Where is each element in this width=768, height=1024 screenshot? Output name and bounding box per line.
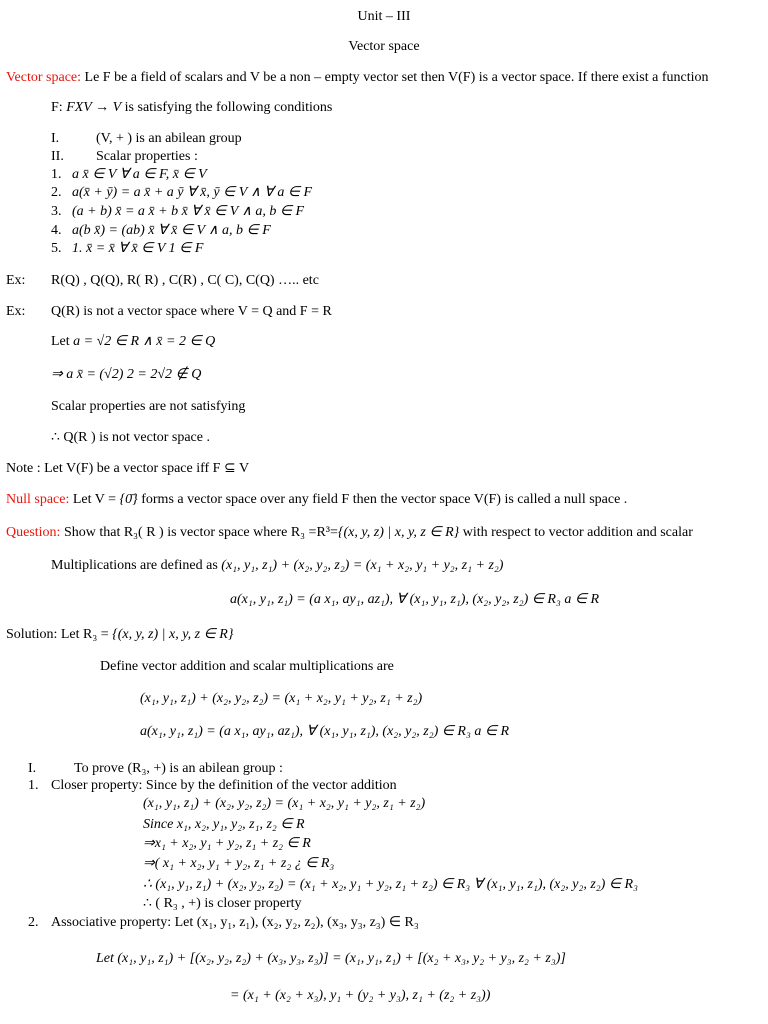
unit-heading: Unit – III	[357, 9, 411, 24]
note-line: Note : Let V(F) be a vector space iff F ⊆ V	[6, 461, 250, 476]
solution-line	[6, 626, 233, 643]
function-suffix: is satisfying the following conditions	[124, 100, 333, 115]
closure-text: Closer property: Since by the definition of the vector addition	[51, 778, 397, 793]
function-math: FXV → V	[66, 100, 122, 115]
scalar-item-5-num: 5.	[51, 241, 62, 256]
question-label: Question:	[6, 525, 61, 540]
question-set-math: {(x, y, z) | x, y, z ∈ R}	[337, 525, 460, 540]
question-add-math: (x₁, y₁, z₁) + (x₂, y₂, z₂) = (x₁ + x₂, y₁ + y₂, z₁ + z₂)	[221, 558, 504, 573]
closure-line-3: ⇒x₁ + x₂, y₁ + y₂, z₁ + z₂ ∈ R	[143, 836, 311, 851]
subject-heading: Vector space	[348, 39, 420, 54]
definition-line	[6, 69, 709, 86]
scalar-item-2-math: a(x̄ + ȳ) = a x̄ + a ȳ ∀ x̄, ȳ ∈ V ∧ ∀ a ∈ F	[72, 185, 313, 200]
step-roman-num: I.	[28, 761, 37, 776]
define-line: Define vector addition and scalar multiplications are	[100, 659, 394, 674]
closure-num: 1.	[28, 778, 39, 793]
let-math: a = √2 ∈ R ∧ x̄ = 2 ∈ Q	[73, 334, 216, 349]
let-prefix: Let	[51, 334, 70, 349]
example-1-label: Ex:	[6, 273, 26, 288]
step-roman-text: To prove (R₃, +) is an abilean group :	[74, 761, 283, 776]
associative-let-line: Let (x₁, y₁, z₁) + [(x₂, y₂, z₂) + (x₃, y₃, z₃)] = (x₁, y₁, z₁) + [(x₂ + x₃, y₂ + y₃, z₂ + z₃)]	[96, 951, 566, 966]
null-space-text-a: Let V =	[72, 492, 120, 507]
multiplications-prefix: Multiplications are defined as	[51, 558, 218, 573]
solution-prefix: Solution: Let R₃ =	[6, 627, 113, 642]
let-line	[51, 333, 215, 350]
roman-item-1-text: (V, + ) is an abilean group	[96, 131, 242, 146]
vector-space-label: Vector space:	[6, 70, 82, 85]
scalar-item-4-math: a(b x̄) = (ab) x̄ ∀ x̄ ∈ V ∧ a, b ∈ F	[72, 223, 271, 238]
null-space-text-b: forms a vector space over any field F then the vector space V(F) is called a null space .	[137, 492, 628, 507]
scalar-item-5-math: 1. x̄ = x̄ ∀ x̄ ∈ V 1 ∈ F	[72, 241, 204, 256]
multiplications-line	[51, 557, 503, 574]
roman-item-2-text: Scalar properties :	[96, 149, 198, 164]
question-text-b: with respect to vector addition and scalar	[462, 525, 693, 540]
example-2-label: Ex:	[6, 304, 26, 319]
solution-set-math: {(x, y, z) | x, y, z ∈ R}	[112, 627, 234, 642]
associative-text: Associative property: Let (x₁, y₁, z₁), (x₂, y₂, z₂), (x₃, y₃, z₃) ∈ R₃	[51, 915, 419, 930]
scalar-item-3-num: 3.	[51, 204, 62, 219]
scalar-fail-line: Scalar properties are not satisfying	[51, 399, 246, 414]
question-scalar-math: a(x₁, y₁, z₁) = (a x₁, ay₁, az₁), ∀ (x₁, y₁, z₁), (x₂, y₂, z₂) ∈ R₃ a ∈ R	[230, 592, 600, 607]
definition-text: Le F be a field of scalars and V be a non – empty vector set then V(F) is a vector space. If there exist a function	[84, 70, 709, 85]
scalar-item-1-math: a x̄ ∈ V ∀ a ∈ F, x̄ ∈ V	[72, 167, 207, 182]
scalar-item-4-num: 4.	[51, 223, 62, 238]
null-space-line	[6, 491, 627, 508]
roman-item-2-num: II.	[51, 149, 64, 164]
closure-line-4: ⇒( x₁ + x₂, y₁ + y₂, z₁ + z₂ ¿ ∈ R₃	[143, 856, 335, 871]
null-space-zero-vector: {0̄}	[119, 492, 138, 507]
closure-line-1: (x₁, y₁, z₁) + (x₂, y₂, z₂) = (x₁ + x₂, y₁ + y₂, z₁ + z₂)	[143, 796, 426, 811]
solution-scalar-math: a(x₁, y₁, z₁) = (a x₁, ay₁, az₁), ∀ (x₁, y₁, z₁), (x₂, y₂, z₂) ∈ R₃ a ∈ R	[140, 724, 510, 739]
scalar-item-1-num: 1.	[51, 167, 62, 182]
question-text-a: Show that R₃( R ) is vector space where R₃ =R³=	[63, 525, 338, 540]
implies-line: ⇒ a x̄ = (√2) 2 = 2√2 ∉ Q	[51, 367, 202, 382]
closure-line-6: ∴ ( R₃ , +) is closer property	[143, 896, 302, 911]
associative-num: 2.	[28, 915, 39, 930]
therefore-line: ∴ Q(R ) is not vector space .	[51, 430, 210, 445]
closure-line-2: Since x₁, x₂, y₁, y₂, z₁, z₂ ∈ R	[143, 817, 305, 832]
scalar-item-3-math: (a + b) x̄ = a x̄ + b x̄ ∀ x̄ ∈ V ∧ a, b ∈ F	[72, 204, 305, 219]
associative-eq-line: = (x₁ + (x₂ + x₃), y₁ + (y₂ + y₃), z₁ + (z₂ + z₃))	[230, 988, 491, 1003]
function-prefix: F:	[51, 100, 63, 115]
solution-add-math: (x₁, y₁, z₁) + (x₂, y₂, z₂) = (x₁ + x₂, y₁ + y₂, z₁ + z₂)	[140, 691, 423, 706]
roman-item-1-num: I.	[51, 131, 60, 146]
function-line	[51, 99, 332, 116]
question-line	[6, 524, 693, 541]
example-1-text: R(Q) , Q(Q), R( R) , C(R) , C( C), C(Q) ….. etc	[51, 273, 319, 288]
example-2-text: Q(R) is not a vector space where V = Q and F = R	[51, 304, 332, 319]
closure-line-5: ∴ (x₁, y₁, z₁) + (x₂, y₂, z₂) = (x₁ + x₂, y₁ + y₂, z₁ + z₂) ∈ R₃ ∀ (x₁, y₁, z₁), (x₂, y₂, z₂) ∈ R₃	[143, 877, 638, 892]
scalar-item-2-num: 2.	[51, 185, 62, 200]
null-space-label: Null space:	[6, 492, 70, 507]
